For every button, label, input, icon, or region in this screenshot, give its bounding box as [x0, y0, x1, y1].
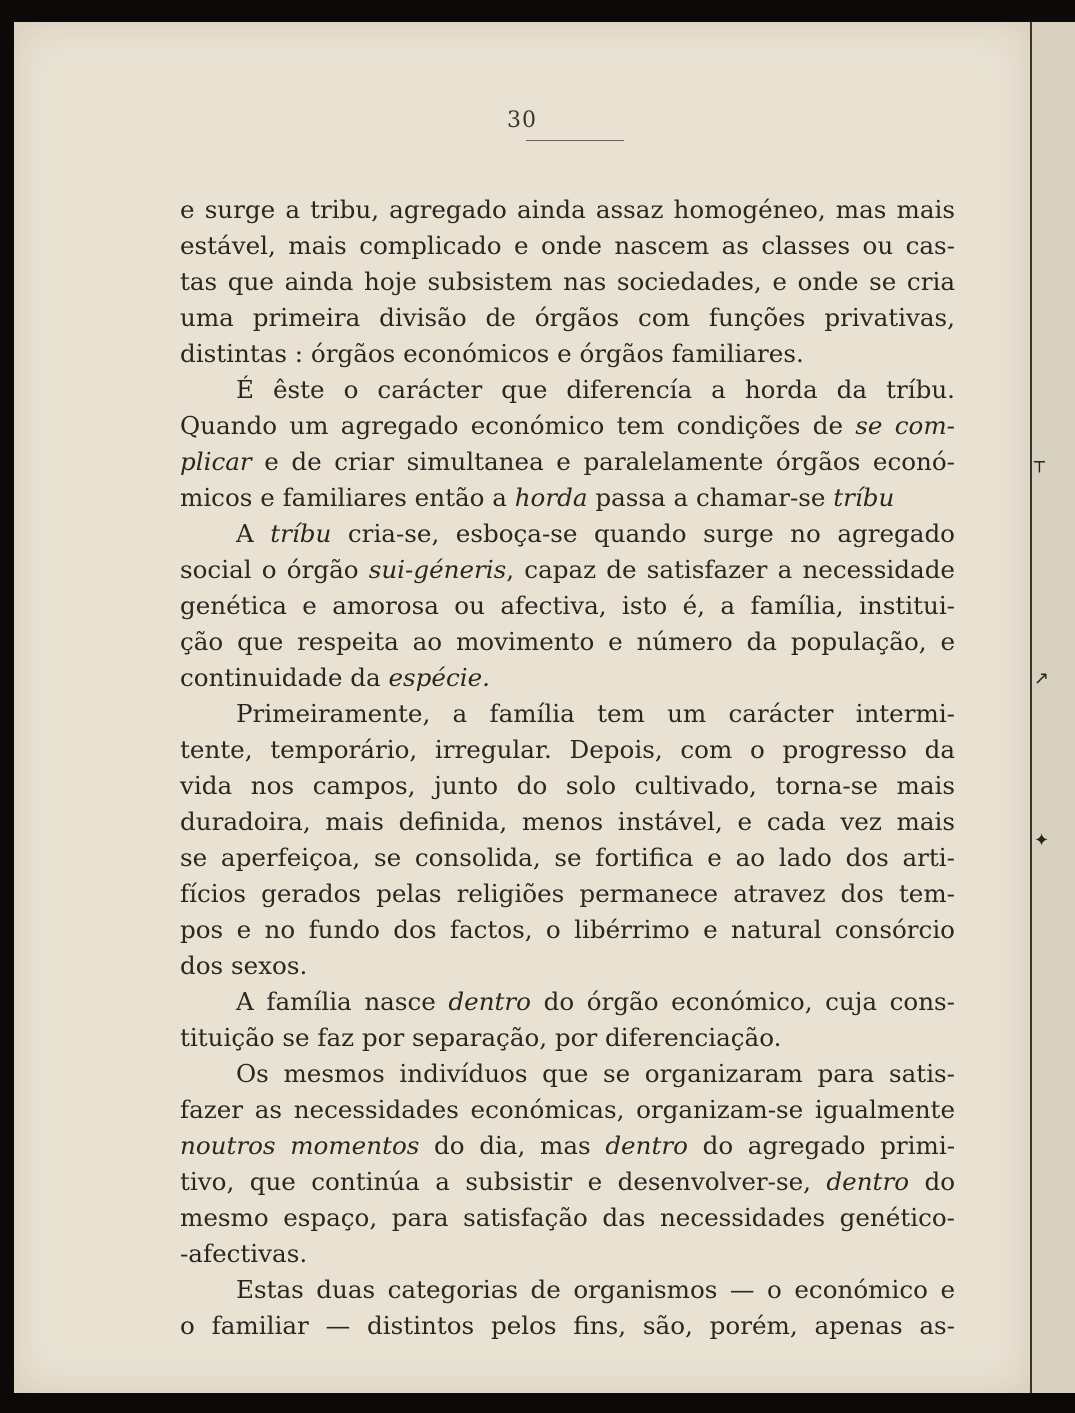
- text-line: [180, 840, 955, 876]
- text-line: [180, 1200, 955, 1236]
- margin-mark: ↗: [1034, 668, 1050, 689]
- text-segment-italic: sui-géneris: [368, 555, 507, 584]
- text-segment: do órgão económico, cuja cons-: [530, 987, 955, 1016]
- text-segment-italic: dentro: [605, 1131, 688, 1160]
- text-segment: distintas : órgãos económicos e órgãos familiares.: [180, 339, 804, 368]
- text-segment: duradoira, mais definida, menos instável, e cada vez mais: [180, 807, 955, 836]
- text-segment: tente, temporário, irregular. Depois, com o progresso da: [180, 735, 955, 764]
- text-segment: do: [909, 1167, 956, 1196]
- header-rule: [526, 140, 624, 141]
- text-segment-italic: horda: [514, 483, 588, 512]
- text-segment: e surge a tribu, agregado ainda assaz homogéneo, mas mais: [180, 195, 955, 224]
- text-segment: genética e amorosa ou afectiva, isto é, a família, institui-: [180, 591, 955, 620]
- text-segment: tivo, que continúa a subsistir e desenvolver-se,: [180, 1167, 827, 1196]
- text-line: [180, 660, 955, 696]
- text-segment-italic: dentro: [448, 987, 531, 1016]
- text-line: [180, 912, 955, 948]
- text-segment: e de criar simultanea e paralelamente órgãos econó-: [251, 447, 955, 476]
- body-text: [180, 192, 955, 1344]
- text-line: [180, 1164, 955, 1200]
- text-segment: fícios gerados pelas religiões permanece atravez dos tem-: [180, 879, 955, 908]
- next-page-edge: [1030, 22, 1075, 1393]
- text-line: [180, 444, 955, 480]
- text-segment: do dia, mas: [419, 1131, 606, 1160]
- text-line: [180, 372, 955, 408]
- text-line: [180, 264, 955, 300]
- text-segment: A: [236, 519, 271, 548]
- text-line: [180, 1056, 955, 1092]
- text-segment-italic: plicar: [180, 447, 252, 476]
- text-segment: É êste o carácter que diferencía a horda da tríbu.: [236, 375, 955, 404]
- text-line: [180, 1236, 955, 1272]
- text-segment-italic: espécie.: [388, 663, 490, 692]
- text-segment: mesmo espaço, para satisfação das necessidades genético-: [180, 1203, 955, 1232]
- text-line: [180, 336, 955, 372]
- text-segment: Estas duas categorias de organismos — o económico e: [236, 1275, 955, 1304]
- text-line: [180, 480, 955, 516]
- text-segment: fazer as necessidades económicas, organizam-se igualmente: [180, 1095, 955, 1124]
- text-line: [180, 948, 955, 984]
- text-segment: pos e no fundo dos factos, o libérrimo e natural consórcio: [180, 915, 955, 944]
- text-segment: passa a chamar-se: [587, 483, 834, 512]
- margin-mark: ✦: [1034, 830, 1050, 851]
- text-segment: -afectivas.: [180, 1239, 308, 1268]
- text-line: [180, 228, 955, 264]
- text-line: [180, 192, 955, 228]
- text-segment: estável, mais complicado e onde nascem as classes ou cas-: [180, 231, 955, 260]
- text-line: [180, 624, 955, 660]
- text-segment-italic: tríbu: [833, 483, 895, 512]
- text-segment: A família nasce: [236, 987, 449, 1016]
- text-segment-italic: noutros momentos: [180, 1131, 420, 1160]
- text-segment: dos sexos.: [180, 951, 308, 980]
- text-segment: vida nos campos, junto do solo cultivado, torna-se mais: [180, 771, 955, 800]
- text-segment: do agregado primi-: [687, 1131, 955, 1160]
- text-line: [180, 408, 955, 444]
- text-segment: continuidade da: [180, 663, 389, 692]
- text-segment: social o órgão: [180, 555, 369, 584]
- page-number: 30: [507, 108, 537, 133]
- text-segment: , capaz de satisfazer a necessidade: [506, 555, 955, 584]
- text-line: [180, 1128, 955, 1164]
- book-page: [14, 22, 1030, 1393]
- text-segment: tituição se faz por separação, por diferenciação.: [180, 1023, 782, 1052]
- text-segment: se aperfeiçoa, se consolida, se fortifica e ao lado dos arti-: [180, 843, 955, 872]
- text-line: [180, 1092, 955, 1128]
- text-segment: o familiar — distintos pelos fins, são, porém, apenas as-: [180, 1311, 955, 1340]
- text-segment: uma primeira divisão de órgãos com funções privativas,: [180, 303, 955, 332]
- text-line: [180, 732, 955, 768]
- text-line: [180, 1272, 955, 1308]
- text-line: [180, 1020, 955, 1056]
- text-line: [180, 696, 955, 732]
- text-segment-italic: dentro: [826, 1167, 910, 1196]
- text-line: [180, 768, 955, 804]
- text-segment: Primeiramente, a família tem um carácter intermi-: [236, 699, 955, 728]
- text-line: [180, 804, 955, 840]
- text-segment: tas que ainda hoje subsistem nas sociedades, e onde se cria: [180, 267, 955, 296]
- text-segment: ção que respeita ao movimento e número da população, e: [180, 627, 955, 656]
- text-segment-italic: tríbu: [270, 519, 332, 548]
- text-line: [180, 516, 955, 552]
- text-segment: micos e familiares então a: [180, 483, 515, 512]
- text-line: [180, 588, 955, 624]
- text-line: [180, 984, 955, 1020]
- text-line: [180, 552, 955, 588]
- text-segment: Os mesmos indivíduos que se organizaram para satis-: [236, 1059, 955, 1088]
- text-line: [180, 876, 955, 912]
- text-line: [180, 1308, 955, 1344]
- text-segment: Quando um agregado económico tem condições de: [180, 411, 856, 440]
- margin-mark: ┬: [1034, 452, 1045, 473]
- text-line: [180, 300, 955, 336]
- text-segment-italic: se com-: [855, 411, 955, 440]
- text-segment: cria-se, esboça-se quando surge no agregado: [331, 519, 955, 548]
